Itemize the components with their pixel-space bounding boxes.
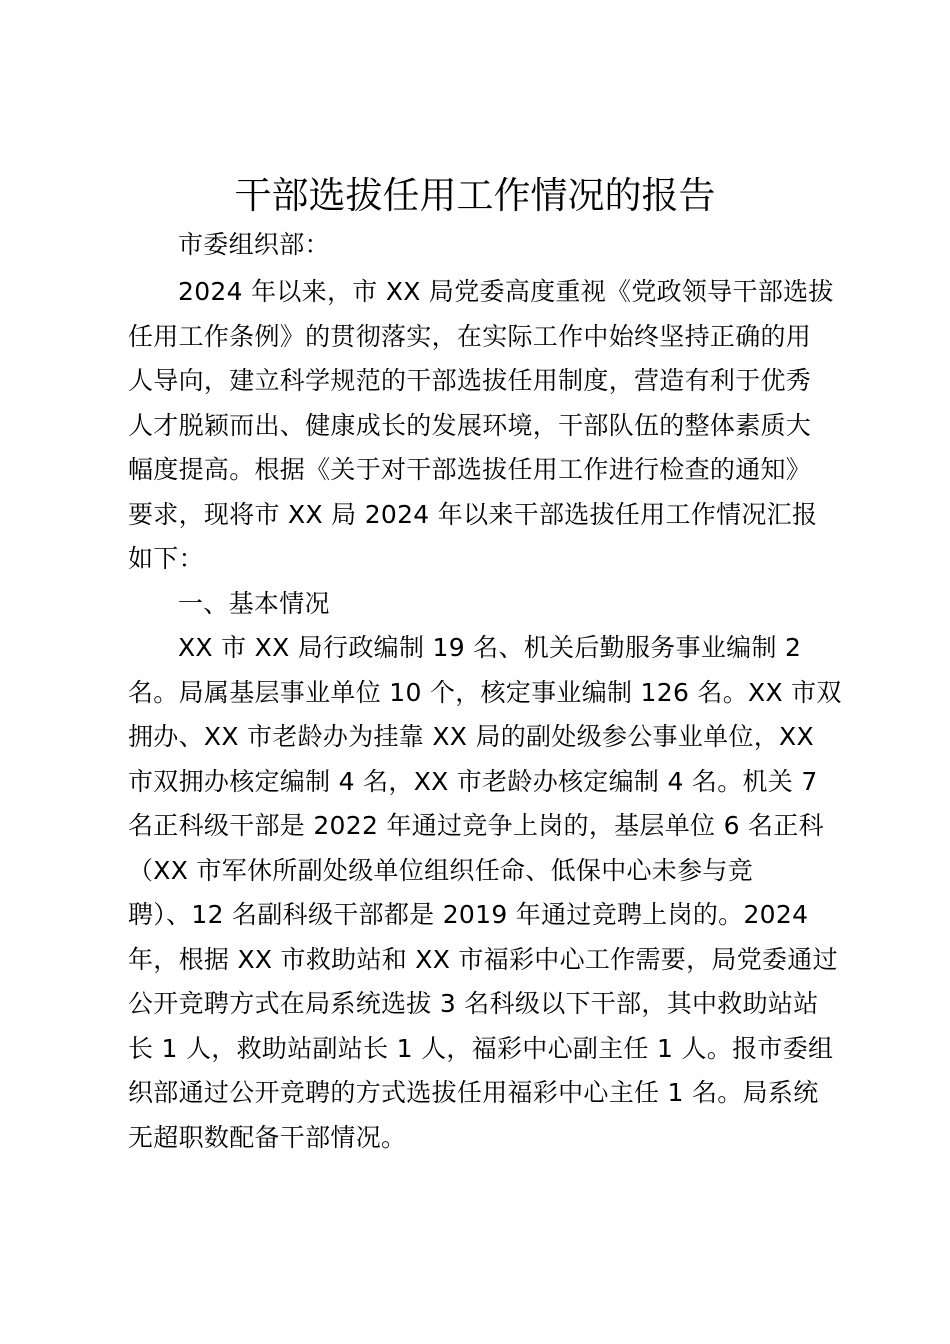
salutation: 市委组织部： bbox=[178, 230, 330, 259]
paragraph-line: 如下： bbox=[128, 544, 204, 573]
paragraph-line: 任用工作条例》的贯彻落实，在实际工作中始终坚持正确的用 bbox=[128, 322, 812, 351]
paragraph-line: 名正科级干部是 2022 年通过竞争上岗的，基层单位 6 名正科 bbox=[128, 811, 824, 840]
paragraph-line: 人才脱颖而出、健康成长的发展环境，干部队伍的整体素质大 bbox=[128, 411, 812, 440]
paragraph-line: 2024 年以来，市 XX 局党委高度重视《党政领导干部选拔 bbox=[178, 277, 834, 306]
paragraph-line: 织部通过公开竞聘的方式选拔任用福彩中心主任 1 名。局系统 bbox=[128, 1078, 819, 1107]
paragraph-line: 要求，现将市 XX 局 2024 年以来干部选拔任用工作情况汇报 bbox=[128, 500, 818, 529]
paragraph-line: 公开竞聘方式在局系统选拔 3 名科级以下干部，其中救助站站 bbox=[128, 989, 819, 1018]
paragraph-line: 人导向，建立科学规范的干部选拔任用制度，营造有利于优秀 bbox=[128, 366, 812, 395]
paragraph-line: 聘）、12 名副科级干部都是 2019 年通过竞聘上岗的。2024 bbox=[128, 900, 809, 929]
paragraph-line: 长 1 人，救助站副站长 1 人，福彩中心副主任 1 人。报市委组 bbox=[128, 1034, 834, 1063]
paragraph-line: 名。局属基层事业单位 10 个，核定事业编制 126 名。XX 市双 bbox=[128, 678, 842, 707]
document-title: 干部选拔任用工作情况的报告 bbox=[234, 174, 716, 217]
paragraph-line: （XX 市军休所副处级单位组织任命、低保中心未参与竞 bbox=[128, 856, 754, 885]
paragraph-line: 年，根据 XX 市救助站和 XX 市福彩中心工作需要，局党委通过 bbox=[128, 945, 838, 974]
section-heading: 一、基本情况 bbox=[178, 589, 330, 618]
paragraph-line: 无超职数配备干部情况。 bbox=[128, 1123, 407, 1152]
paragraph-line: 拥办、XX 市老龄办为挂靠 XX 局的副处级参公事业单位，XX bbox=[128, 722, 814, 751]
paragraph-line: XX 市 XX 局行政编制 19 名、机关后勤服务事业编制 2 bbox=[178, 633, 802, 662]
paragraph-line: 幅度提高。根据《关于对干部选拔任用工作进行检查的通知》 bbox=[128, 455, 812, 484]
paragraph-line: 市双拥办核定编制 4 名，XX 市老龄办核定编制 4 名。机关 7 bbox=[128, 767, 818, 796]
